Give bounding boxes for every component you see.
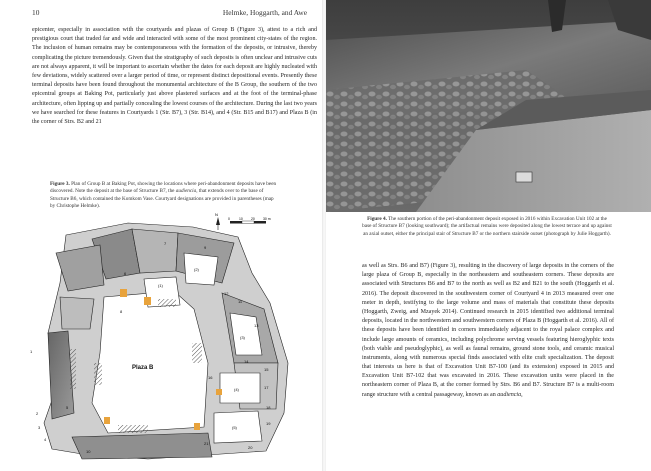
structure-number: 9 xyxy=(204,245,207,250)
figure-4-caption-text: The southern portion of the peri-abandonment deposit exposed in 2016 within Excavation Unit 102 at the base of Structure B7 (looking southward); the artifactual remains were deposited along the lowest terrace and up against an axial outset, either the principal stair of Structure B7 or the northern stairside outset (photograph by Julie Hoggarth). xyxy=(362,216,612,237)
deposit-marker xyxy=(194,423,200,430)
figure-3-caption-text-a: Plan of Group B at Baking Pot, showing the locations where peri-abandonment deposits have been discovered. Note the deposit at the base of Structure B7, the xyxy=(50,181,277,195)
left-page xyxy=(0,0,323,471)
figure-3-label: Figure 3. xyxy=(50,181,70,187)
figure-3-caption-text-b: , that extends over to the base of Structure B6, which contained the Komkom Vase. Courtyard designations are provided in parentheses (map by Christophe Helmke). xyxy=(50,188,274,210)
group-b-plan-map xyxy=(8,213,322,469)
page-number: 10 xyxy=(32,8,40,17)
deposit-marker xyxy=(104,417,110,424)
structure-number: 20 xyxy=(248,445,253,450)
figure-4-caption xyxy=(362,216,612,238)
structure-number: 5 xyxy=(66,405,69,410)
courtyard-label: (3) xyxy=(240,335,245,340)
north-label: N xyxy=(215,213,218,217)
courtyard-label: (5) xyxy=(232,425,237,430)
right-body-text-a: as well as Strs. B6 and B7) (Figure 3), resulting in the discovery of large deposits in the corners of the large plaza of Group B, especially in the northeastern and southeastern corners. These deposits are associated with Structures B6 and B7 to the north as well as B2 and B21 to the south (Hoggarth et al. 2016). The deposit discovered in the southwestern corner of Courtyard 4 in 2013 measured over one meter in depth, testifying to the large volume and mass of materials that constitute these deposits (Hoggarth, Zweig, and Mzayek 2014). Continued research in 2015 identified two additional terminal deposits, located in the northwestern and southwestern corners of Plaza B (Hoggarth et al. 2016). All of these deposits have been identified in corners immediately adjacent to the royal palace complex and include large amounts of ceramics, including polychrome serving vessels featuring hieroglyphic texts (both viable and pseudoglyphic), as well as faunal remains, ground stone tools, and ceramic musical instruments, along with numerous special finds associated with elite craft specialization. The deposit that interests us here is that of Excavation Unit B7-100 (and its extension) exposed in 2015 and Excavation Unit B7-102 that was excavated in 2016. These excavation units were placed in the northeastern corner of Plaza B, at the corner formed by Strs. B6 and B7. Structure B7 is a multi-room range structure with a central passageway, known as an xyxy=(362,263,614,398)
courtyard-label: (4) xyxy=(234,387,239,392)
left-body-text: epicenter, especially in association with the courtyards and plazas of Group B (Figure 3), attest to a rich and prestigious court that traded far and wide and interacted with some of the most prominent city-states of the region. The inclusion of human remains may be contemporaneous with the formation of the deposits, or intrusive, thereby complicating the picture tremendously. Given that the stratigraphy of such deposits is often unclear and intrusive cuts are not always apparent, it will be important to ascertain whether the dates for each deposit are highly nucleated with few deviations, widely scattered over a larger period of time, or represent distinct depositional events. Presently these terminal deposits have been found throughout the monumental architecture of the B Group, the southern of the two epicentral groups at Baking Pot, particularly just above plastered surfaces and at the foot of the terminal-phase architecture, often lipping up and partially concealing the lowest courses of the architecture. During the last two years we have searched for these features in Courtyards 1 (Str. B7), 3 (Str. B14), and 4 (Str. B15 and B17) and Plaza B (in the corner of Strs. B2 and 21 xyxy=(32,27,317,125)
structure-number: 1 xyxy=(30,349,33,354)
structure-number: 8 xyxy=(120,309,123,314)
structure-number: 2 xyxy=(36,411,39,416)
structure-number: 18 xyxy=(266,405,271,410)
structure-number: 15 xyxy=(264,367,269,372)
figure-3-caption xyxy=(50,181,280,211)
deposit-marker xyxy=(144,297,151,305)
scale-label: 20 xyxy=(251,217,255,221)
right-page xyxy=(326,0,651,471)
scale-label: 10 xyxy=(239,217,243,221)
structure-number: 17 xyxy=(264,385,269,390)
structure-number: 4 xyxy=(44,437,47,442)
scale-label: 30 m xyxy=(263,217,271,221)
courtyard-label: (2) xyxy=(194,267,199,272)
structure-number: 21 xyxy=(204,441,209,446)
structure-number: 3 xyxy=(38,425,41,430)
structure-number: 7 xyxy=(164,241,167,246)
plaza-b-label: Plaza B xyxy=(132,365,154,371)
structure-number: 11 xyxy=(238,299,243,304)
architectural-plan xyxy=(44,223,288,459)
structure-number: 19 xyxy=(266,421,271,426)
figure-3-caption-italic: audiencia xyxy=(175,188,197,195)
excavation-photo xyxy=(326,0,651,212)
right-body-text-b: , xyxy=(521,391,523,398)
deposit-marker xyxy=(120,289,127,297)
structure-number: 13 xyxy=(254,323,259,328)
structure-number: 14 xyxy=(244,359,249,364)
structure-number: 10 xyxy=(86,449,91,454)
structure-number: 12 xyxy=(224,291,229,296)
right-body-text-italic: audiencia xyxy=(497,391,522,398)
deposit-marker xyxy=(216,389,222,395)
running-header-authors: Helmke, Hoggarth, and Awe xyxy=(222,8,307,17)
courtyard-label: (1) xyxy=(158,283,163,288)
right-body-text xyxy=(362,262,614,400)
north-arrow-icon xyxy=(216,217,220,230)
structure-number: 16 xyxy=(208,375,213,380)
structure-number: 6 xyxy=(124,271,127,276)
figure-4-label: Figure 4. xyxy=(367,216,387,222)
scale-label: 0 xyxy=(228,217,230,221)
scale-bar xyxy=(228,217,271,224)
